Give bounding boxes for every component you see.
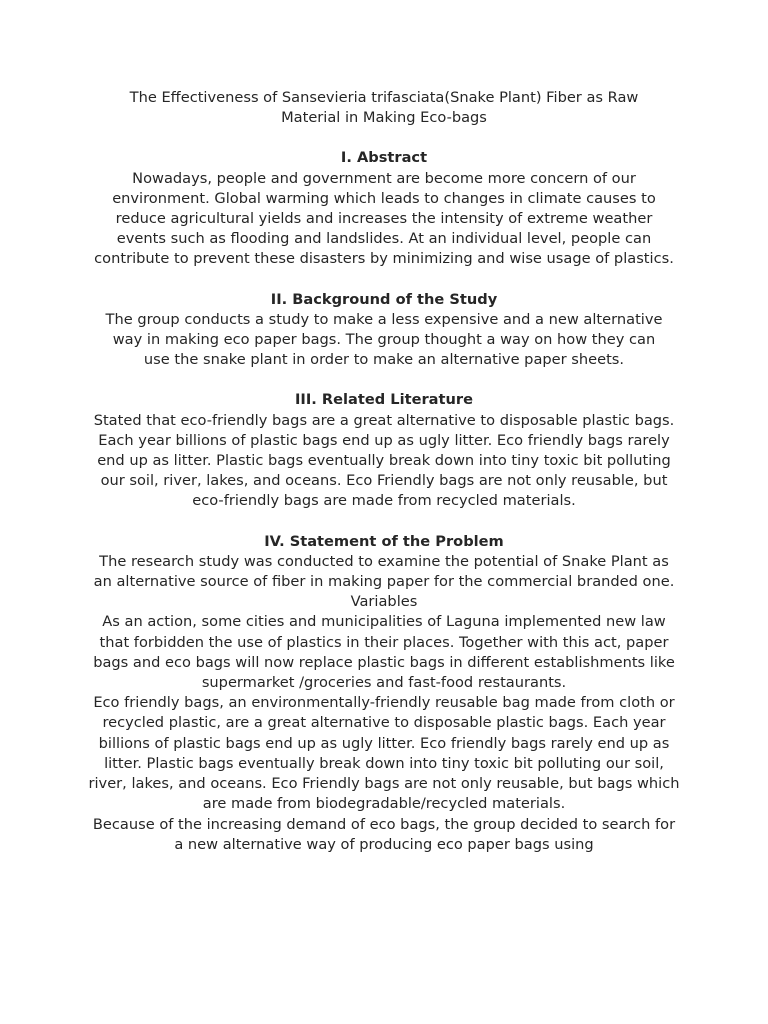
- background-body: The group conducts a study to make a less expensive and a new alternative way in making eco paper bags. The group thought a way on how they can use the snake plant in order to make an alternative paper sheets.: [105, 310, 663, 369]
- literature-section: [0, 390, 768, 511]
- document-title: The Effectiveness of Sansevieria trifasciata(Snake Plant) Fiber as Raw Material in Making Eco-bags: [129, 89, 639, 127]
- background-heading: II. Background of the Study: [270, 290, 498, 308]
- literature-heading: III. Related Literature: [295, 391, 473, 409]
- abstract-section: [0, 148, 768, 269]
- problem-paragraph-3: Because of the increasing demand of eco bags, the group decided to search for a new alternative way of producing eco paper bags using: [92, 815, 676, 853]
- variables-label: Variables: [350, 593, 418, 611]
- problem-paragraph-1: As an action, some cities and municipalities of Laguna implemented new law that forbidden the use of plastics in their places. Together with this act, paper bags and eco bags will now replace plastic bags in different establishments like supermarket /groceries and fast-food restaurants.: [93, 613, 675, 692]
- problem-body: The research study was conducted to examine the potential of Snake Plant as an alternative source of fiber in making paper for the commercial branded one.: [93, 552, 675, 591]
- problem-heading: IV. Statement of the Problem: [264, 532, 504, 550]
- literature-body: Stated that eco-friendly bags are a great alternative to disposable plastic bags. Each year billions of plastic bags end up as ugly litter. Eco friendly bags rarely end up as litter. Plastic bags eventually break down into tiny toxic bit polluting our soil, river, lakes, and oceans. Eco Friendly bags are not only reusable, but eco-friendly bags are made from recycled materials.: [93, 411, 675, 510]
- abstract-heading: I. Abstract: [340, 149, 428, 167]
- background-section: [0, 290, 768, 371]
- abstract-body: Nowadays, people and government are become more concern of our environment. Global warming which leads to changes in climate causes to reduce agricultural yields and increases the intensity of extreme weather events such as flooding and landslides. At an individual level, people can contribute to prevent these disasters by minimizing and wise usage of plastics.: [94, 169, 674, 268]
- problem-section: [0, 532, 768, 855]
- problem-paragraph-2: Eco friendly bags, an environmentally-friendly reusable bag made from cloth or recycled plastic, are a great alternative to disposable plastic bags. Each year billions of plastic bags end up as ugly litter. Eco friendly bags rarely end up as litter. Plastic bags eventually break down into tiny toxic bit polluting our soil, river, lakes, and oceans. Eco Friendly bags are not only reusable, but bags which are made from biodegradable/recycled materials.: [88, 694, 680, 813]
- document-page: [0, 88, 768, 855]
